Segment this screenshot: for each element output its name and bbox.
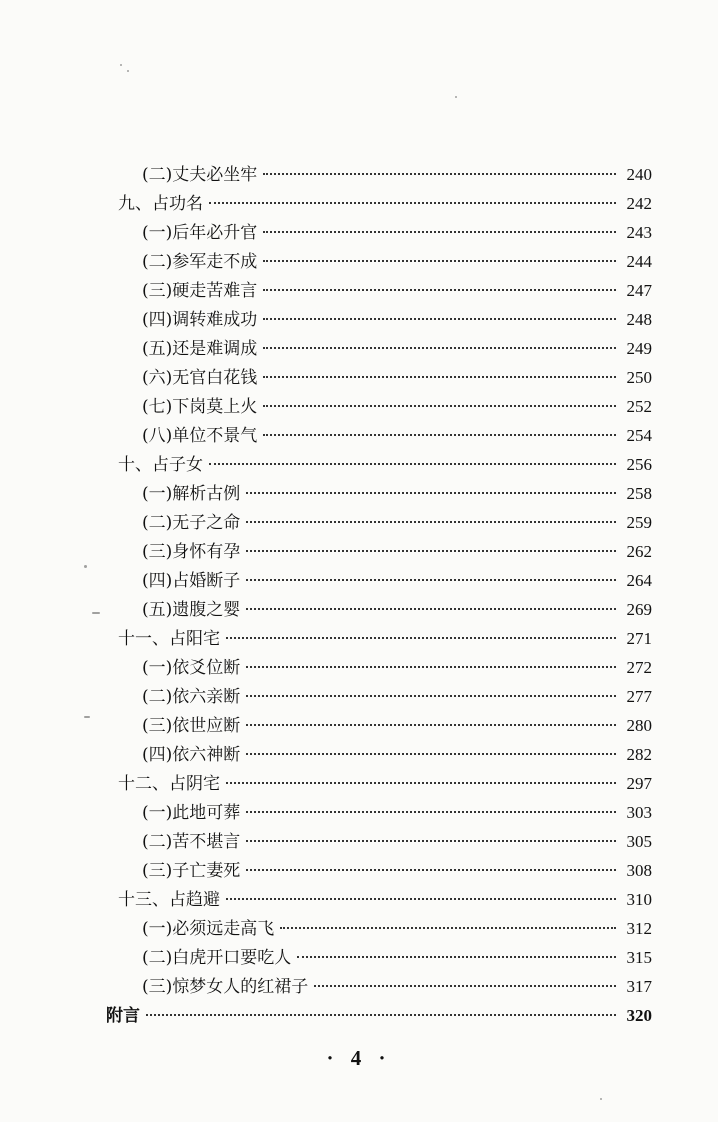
toc-entry-title: (三)依世应断	[142, 716, 241, 736]
toc-entry	[142, 856, 652, 885]
dot-leader	[246, 518, 616, 523]
toc-entry-page: 271	[626, 629, 652, 648]
toc-entry	[118, 624, 652, 653]
dot-leader	[263, 315, 616, 320]
toc-entry	[142, 827, 652, 856]
toc-entry-page: 252	[626, 397, 652, 416]
dot-leader	[263, 402, 616, 407]
toc-entry-page: 308	[626, 861, 652, 880]
dot-leader	[246, 692, 616, 697]
toc-entry-title: (七)下岗莫上火	[142, 397, 258, 417]
toc-entry-title: 十二、占阴宅	[118, 774, 220, 794]
toc-entry-page: 315	[626, 948, 652, 967]
dot-leader	[263, 170, 616, 175]
toc-entry	[118, 189, 652, 218]
toc-entry-title: (五)遗腹之婴	[142, 600, 241, 620]
toc-entry-title: (三)身怀有孕	[142, 542, 241, 562]
toc-entry-page: 303	[626, 803, 652, 822]
toc-entry	[142, 740, 652, 769]
toc-entry	[142, 682, 652, 711]
toc-entry-page: 305	[626, 832, 652, 851]
toc-entry	[142, 247, 652, 276]
toc-entry-page: 282	[626, 745, 652, 764]
toc-entry-page: 258	[626, 484, 652, 503]
toc-entry	[142, 798, 652, 827]
toc-entry-page: 312	[626, 919, 652, 938]
toc-entry-title: (一)解析古例	[142, 484, 241, 504]
toc-entry	[118, 885, 652, 914]
toc-entry-page: 277	[626, 687, 652, 706]
dot-leader	[246, 866, 616, 871]
dot-leader	[209, 460, 616, 465]
toc-entry	[142, 276, 652, 305]
toc-entry	[142, 537, 652, 566]
toc-entry-title: (二)无子之命	[142, 513, 241, 533]
page-number: · 4 ·	[326, 1046, 392, 1070]
toc-entry	[142, 595, 652, 624]
toc-entry-title: (三)硬走苦难言	[142, 281, 258, 301]
toc-entry-page: 247	[626, 281, 652, 300]
dot-leader	[314, 982, 616, 987]
dot-leader	[263, 373, 616, 378]
toc-entry	[142, 421, 652, 450]
toc-entry-page: 264	[626, 571, 652, 590]
toc-entry	[142, 160, 652, 189]
dot-leader	[263, 286, 616, 291]
toc-entry-title: 附言	[106, 1006, 140, 1026]
toc-entry-page: 256	[626, 455, 652, 474]
dot-leader	[226, 895, 616, 900]
dot-leader	[226, 779, 616, 784]
toc-entry	[142, 972, 652, 1001]
toc-entry-title: (二)苦不堪言	[142, 832, 241, 852]
dot-leader	[263, 344, 616, 349]
dot-leader	[246, 750, 616, 755]
toc-entry-title: (一)必须远走高飞	[142, 919, 275, 939]
toc-entry-title: (二)丈夫必坐牢	[142, 165, 258, 185]
toc-entry	[106, 1001, 652, 1030]
toc-entry-page: 248	[626, 310, 652, 329]
dot-leader	[246, 489, 616, 494]
dot-leader	[209, 199, 616, 204]
toc-entry-page: 272	[626, 658, 652, 677]
toc-entry-page: 243	[626, 223, 652, 242]
dot-leader	[246, 663, 616, 668]
dot-leader	[297, 953, 616, 958]
toc-entry-page: 310	[626, 890, 652, 909]
toc-entry	[142, 392, 652, 421]
toc-entry-page: 254	[626, 426, 652, 445]
toc-entry-title: (三)惊梦女人的红裙子	[142, 977, 309, 997]
toc-entry-page: 320	[626, 1006, 652, 1025]
toc-entry	[142, 653, 652, 682]
toc-entry-title: (一)依爻位断	[142, 658, 241, 678]
toc-entry	[118, 769, 652, 798]
toc-entry	[142, 566, 652, 595]
toc-entry-page: 317	[626, 977, 652, 996]
toc-entry	[118, 450, 652, 479]
toc-entry	[142, 305, 652, 334]
dot-leader	[246, 547, 616, 552]
toc-entry	[142, 363, 652, 392]
dot-leader	[246, 808, 616, 813]
toc-entry-title: (一)后年必升官	[142, 223, 258, 243]
toc-entry-title: 十三、占趋避	[118, 890, 220, 910]
dot-leader	[226, 634, 616, 639]
toc-entry-title: 十、占子女	[118, 455, 203, 475]
toc-entry-page: 249	[626, 339, 652, 358]
toc-entry-title: (四)占婚断子	[142, 571, 241, 591]
toc-entry	[142, 479, 652, 508]
toc-entry-page: 250	[626, 368, 652, 387]
toc-entry-title: (八)单位不景气	[142, 426, 258, 446]
toc-entry-title: (二)白虎开口要吃人	[142, 948, 292, 968]
toc-entry-page: 262	[626, 542, 652, 561]
toc-entry-page: 240	[626, 165, 652, 184]
toc-entry-page: 259	[626, 513, 652, 532]
dot-leader	[146, 1011, 616, 1016]
dot-leader	[246, 576, 616, 581]
toc-entry-title: (五)还是难调成	[142, 339, 258, 359]
toc-entry-title: (六)无官白花钱	[142, 368, 258, 388]
toc-entry-title: (一)此地可葬	[142, 803, 241, 823]
toc-entry-title: (四)依六神断	[142, 745, 241, 765]
dot-leader	[246, 721, 616, 726]
toc-entry	[142, 914, 652, 943]
toc-entry	[142, 218, 652, 247]
dot-leader	[263, 257, 616, 262]
toc-entry-title: (二)参军走不成	[142, 252, 258, 272]
dot-leader	[263, 228, 616, 233]
toc-entry	[142, 943, 652, 972]
toc-entry-page: 244	[626, 252, 652, 271]
toc-entry-page: 242	[626, 194, 652, 213]
toc-entry	[142, 334, 652, 363]
toc-entry-page: 269	[626, 600, 652, 619]
toc-entry-title: (三)子亡妻死	[142, 861, 241, 881]
dot-leader	[263, 431, 616, 436]
toc-entry-title: 九、占功名	[118, 194, 203, 214]
toc-entry-page: 297	[626, 774, 652, 793]
toc-entry	[142, 711, 652, 740]
toc-entry-page: 280	[626, 716, 652, 735]
dot-leader	[246, 837, 616, 842]
toc-entry-title: 十一、占阳宅	[118, 629, 220, 649]
dot-leader	[246, 605, 616, 610]
dot-leader	[280, 924, 616, 929]
toc-entry-title: (二)依六亲断	[142, 687, 241, 707]
toc-entry	[142, 508, 652, 537]
toc-entry-title: (四)调转难成功	[142, 310, 258, 330]
